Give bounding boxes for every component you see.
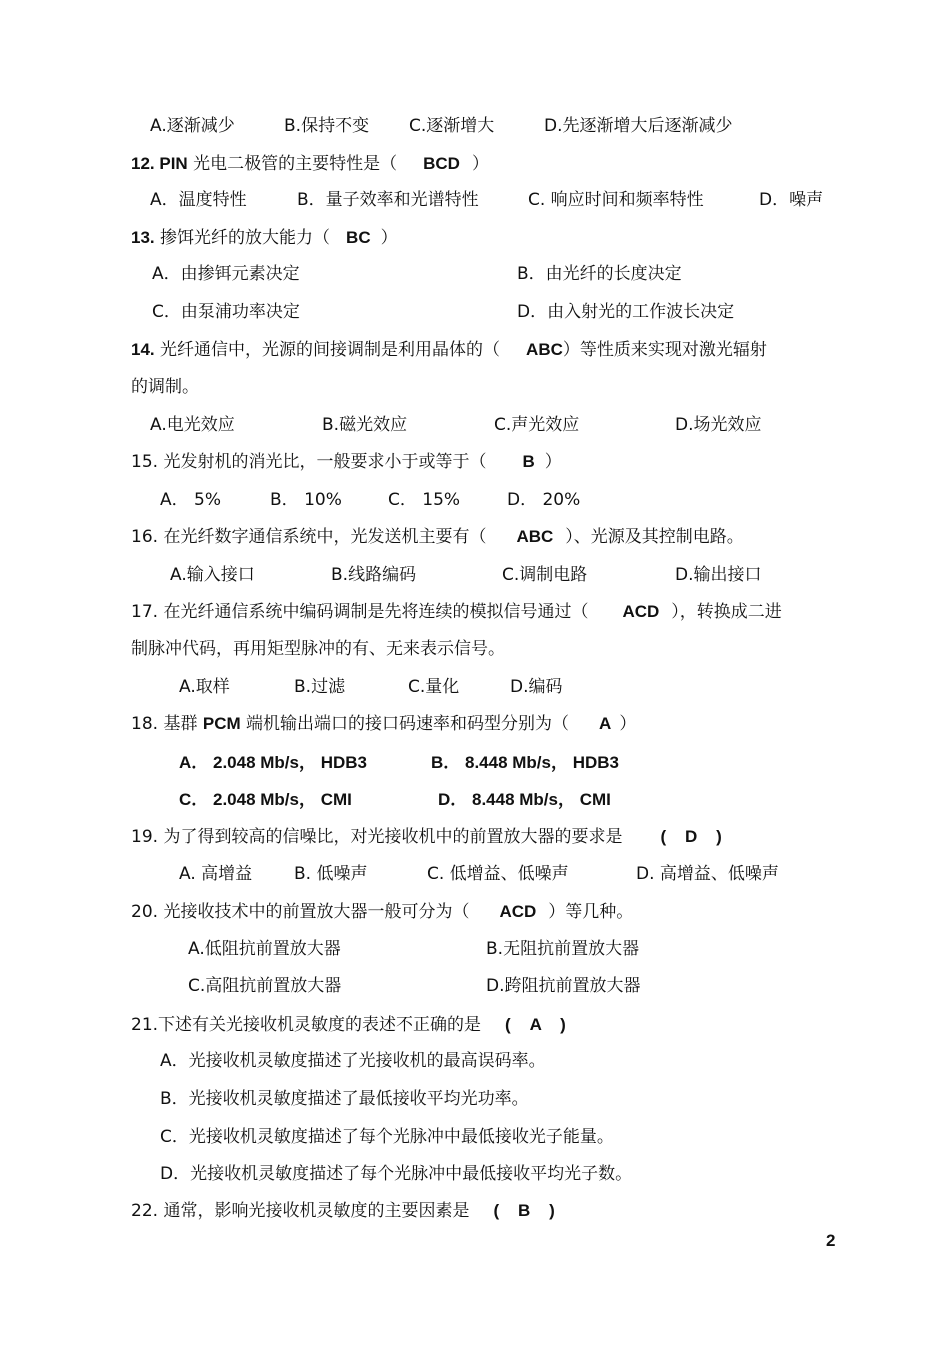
q21-option-a: A．光接收机灵敏度描述了光接收机的最高误码率。	[160, 1051, 546, 1071]
q15-question	[131, 451, 562, 473]
q19-answer: ( D )	[660, 827, 722, 846]
q18-text: 18. 基群	[131, 714, 198, 734]
q16-option-a: A.输入接口	[170, 565, 255, 585]
q21-option-c: C．光接收机灵敏度描述了每个光脉冲中最低接收光子能量。	[160, 1127, 614, 1147]
q17-option-a: A.取样	[179, 677, 230, 697]
q11-option-d: D.先逐渐增大后逐渐减少	[544, 116, 733, 136]
q12-option-d: D．噪声	[759, 190, 824, 210]
q20-text2: ）等几种。	[548, 902, 634, 922]
q22-text: 22. 通常，影响光接收机灵敏度的主要因素是	[131, 1201, 470, 1221]
q14-question-line2: 的调制。	[131, 377, 199, 397]
q22-question	[131, 1200, 555, 1222]
q12-number: 12. PIN	[131, 154, 188, 173]
q12-option-b: B．量子效率和光谱特性	[297, 190, 479, 210]
q18-option-b: B． 8.448 Mb/s， HDB3	[431, 753, 619, 772]
q16-text2: ）、光源及其控制电路。	[565, 527, 744, 547]
q17-answer: ACD	[622, 602, 660, 621]
q12-close: ）	[471, 154, 489, 174]
q14-option-b: B.磁光效应	[322, 415, 408, 435]
q17-option-d: D.编码	[510, 677, 563, 697]
q18-answer: A	[599, 714, 612, 733]
q21-option-d: D．光接收机灵敏度描述了每个光脉冲中最低接收平均光子数。	[160, 1164, 633, 1184]
q20-question	[131, 901, 633, 923]
q13-question	[131, 227, 398, 249]
q20-option-d: D.跨阻抗前置放大器	[486, 976, 641, 996]
q15-answer: B	[522, 452, 535, 471]
q22-answer: ( B )	[493, 1201, 555, 1220]
q13-option-a: A．由掺铒元素决定	[152, 264, 300, 284]
q14-option-a: A.电光效应	[150, 415, 235, 435]
q13-option-d: D．由入射光的工作波长决定	[517, 302, 735, 322]
q15-close: ）	[544, 452, 562, 472]
q20-answer: ACD	[499, 902, 537, 921]
q18-pcm: PCM	[202, 714, 241, 733]
q17-question	[131, 601, 782, 623]
q12-option-c: C. 响应时间和频率特性	[528, 190, 704, 210]
page-number: 2	[826, 1231, 836, 1250]
q13-option-c: C．由泵浦功率决定	[152, 302, 300, 322]
q14-number: 14.	[131, 340, 155, 359]
q13-number: 13.	[131, 228, 155, 247]
q21-question	[131, 1014, 566, 1036]
q12-question	[131, 153, 489, 175]
q19-text: 19. 为了得到较高的信噪比，对光接收机中的前置放大器的要求是	[131, 827, 623, 847]
q19-option-b: B. 低噪声	[294, 864, 368, 884]
q13-answer: BC	[346, 228, 371, 247]
q21-text: 21.下述有关光接收机灵敏度的表述不正确的是	[131, 1015, 482, 1035]
q18-text2: 端机输出端口的接口码速率和码型分别为（	[240, 714, 570, 734]
q17-text: 17. 在光纤通信系统中编码调制是先将连续的模拟信号通过（	[131, 602, 589, 622]
q16-option-d: D.输出接口	[675, 565, 762, 585]
q17-option-c: C.量化	[408, 677, 460, 697]
q16-option-b: B.线路编码	[331, 565, 417, 585]
q21-answer: ( A )	[505, 1015, 566, 1034]
q14-text2: ）等性质来实现对激光辐射	[562, 340, 767, 360]
q11-option-c: C.逐渐增大	[409, 116, 495, 136]
q19-option-c: C. 低增益、低噪声	[427, 864, 569, 884]
q16-question	[131, 526, 744, 548]
q20-text: 20. 光接收技术中的前置放大器一般可分为（	[131, 902, 470, 922]
q20-option-a: A.低阻抗前置放大器	[188, 939, 341, 959]
q15-option-c: C． 15%	[388, 490, 461, 510]
q15-option-b: B． 10%	[270, 490, 342, 510]
q14-answer: ABC	[526, 340, 563, 359]
q13-close: ）	[380, 228, 398, 248]
q12-text: 光电二极管的主要特性是（	[187, 154, 398, 174]
q20-option-b: B.无阻抗前置放大器	[486, 939, 640, 959]
q17-question-line2: 制脉冲代码，再用矩型脉冲的有、无来表示信号。	[131, 639, 505, 659]
q18-question	[131, 713, 636, 735]
q16-answer: ABC	[516, 527, 554, 546]
q11-option-b: B.保持不变	[284, 116, 370, 136]
q14-option-c: C.声光效应	[494, 415, 580, 435]
q19-option-a: A. 高增益	[179, 864, 253, 884]
q18-option-a: A． 2.048 Mb/s， HDB3	[179, 753, 367, 772]
q14-question	[131, 339, 767, 361]
q17-option-b: B.过滤	[294, 677, 346, 697]
q14-text: 光纤通信中，光源的间接调制是利用晶体的（	[154, 340, 501, 360]
q18-close: ）	[619, 714, 637, 734]
q18-option-d: D． 8.448 Mb/s， CMI	[438, 790, 611, 809]
q15-option-d: D． 20%	[507, 490, 581, 510]
q13-text: 掺饵光纤的放大能力（	[154, 228, 331, 248]
q20-option-c: C.高阻抗前置放大器	[188, 976, 342, 996]
q12-option-a: A．温度特性	[150, 190, 247, 210]
q12-answer: BCD	[423, 154, 460, 173]
q16-option-c: C.调制电路	[502, 565, 588, 585]
q14-option-d: D.场光效应	[675, 415, 762, 435]
q11-option-a: A.逐渐减少	[150, 116, 235, 136]
q19-option-d: D. 高增益、低噪声	[636, 864, 779, 884]
q19-question	[131, 826, 722, 848]
q15-option-a: A． 5%	[160, 490, 222, 510]
q13-option-b: B．由光纤的长度决定	[517, 264, 682, 284]
q16-text: 16. 在光纤数字通信系统中，光发送机主要有（	[131, 527, 487, 547]
q15-text: 15. 光发射机的消光比，一般要求小于或等于（	[131, 452, 487, 472]
q17-text2: ），转换成二进	[671, 602, 782, 622]
q18-option-c: C． 2.048 Mb/s， CMI	[179, 790, 352, 809]
q21-option-b: B．光接收机灵敏度描述了最低接收平均光功率。	[160, 1089, 529, 1109]
